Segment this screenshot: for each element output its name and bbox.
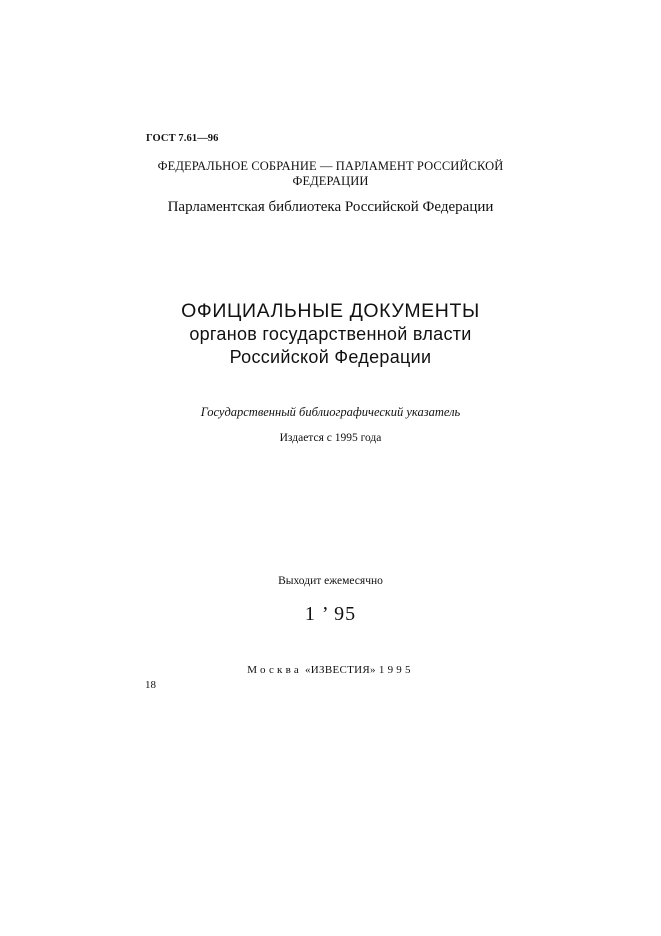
imprint-publisher: «ИЗВЕСТИЯ» — [304, 664, 376, 676]
page-number: 18 — [145, 679, 156, 691]
organization-line-1: ФЕДЕРАЛЬНОЕ СОБРАНИЕ — ПАРЛАМЕНТ РОССИЙСКОЙ — [157, 159, 504, 173]
published-since: Издается с 1995 года — [279, 432, 382, 444]
issue-number: 1 ’ 95 — [304, 603, 357, 625]
index-type: Государственный библиографический указатель — [200, 405, 461, 419]
standard-designation: ГОСТ 7.61—96 — [146, 133, 219, 144]
title-line-2: органов государственной власти — [189, 324, 472, 344]
document-title — [0, 300, 661, 369]
title-line-1: ОФИЦИАЛЬНЫЕ ДОКУМЕНТЫ — [181, 300, 480, 322]
organization-line-2: ФЕДЕРАЦИИ — [292, 174, 369, 188]
library-name: Парламентская библиотека Российской Федерации — [167, 199, 494, 215]
organization-heading — [0, 159, 661, 189]
title-line-3: Российской Федерации — [229, 347, 432, 367]
imprint-year: 1995 — [378, 664, 414, 676]
publication-frequency: Выходит ежемесячно — [278, 575, 383, 587]
imprint — [0, 664, 661, 676]
imprint-city: Москва — [247, 664, 302, 676]
